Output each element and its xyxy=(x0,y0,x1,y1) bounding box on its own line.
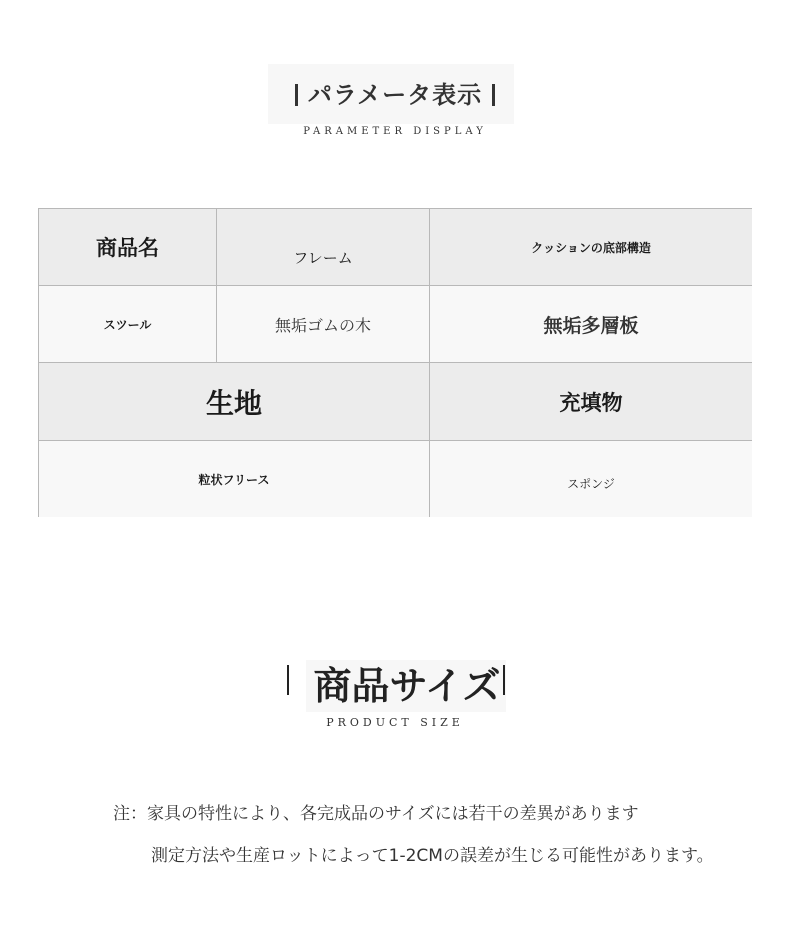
cell-frame-value: 無垢ゴムの木 xyxy=(217,286,430,363)
parameter-title xyxy=(0,80,790,110)
cell-frame-label: フレーム xyxy=(217,209,430,286)
size-note-line-1: 注：家具の特性により、各完成品のサイズには若干の差異があります xyxy=(113,804,639,824)
cell-cushion-base-label: クッションの底部構造 xyxy=(430,209,752,286)
title-bar-left xyxy=(295,84,298,106)
cell-filling-label: 充填物 xyxy=(430,363,752,441)
cell-cushion-base-value: 無垢多層板 xyxy=(430,286,752,363)
size-subtitle: PRODUCT SIZE xyxy=(326,716,464,729)
cell-fabric-value: 粒状フリース xyxy=(39,441,430,517)
cell-fabric-label: 生地 xyxy=(39,363,430,441)
size-title: 商品サイズ xyxy=(313,664,501,708)
parameter-title-text: パラメータ表示 xyxy=(307,81,483,109)
title-bar-right xyxy=(492,84,495,106)
cell-product-name-label: 商品名 xyxy=(39,209,217,286)
parameter-subtitle: PARAMETER DISPLAY xyxy=(303,126,487,137)
cell-product-name-value: スツール xyxy=(39,286,217,363)
parameter-table xyxy=(38,208,752,517)
cell-filling-value: スポンジ xyxy=(430,441,752,517)
size-note-line-2: 測定方法や生産ロットによって1-2CMの誤差が生じる可能性があります。 xyxy=(151,846,714,866)
